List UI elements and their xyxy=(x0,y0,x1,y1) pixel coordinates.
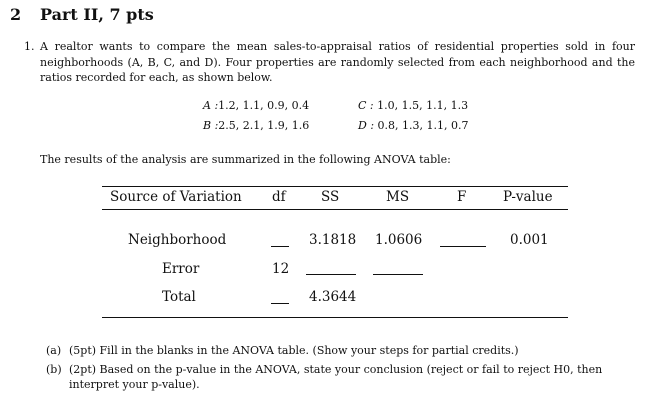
table-bottom-rule xyxy=(102,317,568,318)
section-title: Part II, 7 pts xyxy=(40,5,154,24)
ratio-a: A :1.2, 1.1, 0.9, 0.4 xyxy=(203,99,310,112)
ss-blank[interactable] xyxy=(306,274,356,275)
ratio-label: C xyxy=(358,99,367,112)
ratio-values: 1.2, 1.1, 0.9, 0.4 xyxy=(218,99,310,112)
f-blank[interactable] xyxy=(440,246,486,247)
table-header-rule xyxy=(102,209,568,210)
question-label-a: (a) xyxy=(46,344,62,357)
ratio-values: 2.5, 2.1, 1.9, 1.6 xyxy=(218,119,310,132)
header-df: df xyxy=(272,189,286,205)
table-top-rule xyxy=(102,186,568,187)
df-blank[interactable] xyxy=(271,246,289,247)
ratio-c: C : 1.0, 1.5, 1.1, 1.3 xyxy=(358,99,469,112)
header-ms: MS xyxy=(386,189,410,205)
source-cell: Total xyxy=(162,289,196,305)
question-label-b: (b) xyxy=(46,363,62,376)
ratio-label: A xyxy=(203,99,211,112)
header-p-value: P-value xyxy=(503,189,553,205)
section-number: 2 xyxy=(10,5,22,24)
ratio-label: B xyxy=(203,119,212,132)
problem-number: 1. xyxy=(24,40,35,53)
ratio-values: 0.8, 1.3, 1.1, 0.7 xyxy=(377,119,469,132)
source-cell: Neighborhood xyxy=(128,232,227,248)
p-value-cell: 0.001 xyxy=(510,232,549,248)
ratio-label: D xyxy=(358,119,367,132)
header-f: F xyxy=(457,189,467,205)
source-cell: Error xyxy=(162,261,200,277)
question-text-a: (5pt) Fill in the blanks in the ANOVA table. (Show your steps for partial credits.) xyxy=(69,344,519,357)
ratio-b: B :2.5, 2.1, 1.9, 1.6 xyxy=(203,119,310,132)
ratio-values: 1.0, 1.5, 1.1, 1.3 xyxy=(377,99,469,112)
header-source: Source of Variation xyxy=(110,189,242,205)
question-text-b: (2pt) Based on the p-value in the ANOVA, state your conclusion (reject or fail to reject H0, then interpret your p-value). xyxy=(69,363,603,391)
df-blank[interactable] xyxy=(271,303,289,304)
ms-blank[interactable] xyxy=(373,274,423,275)
ss-cell: 3.1818 xyxy=(309,232,357,248)
header-ss: SS xyxy=(321,189,340,205)
problem-text: A realtor wants to compare the mean sales-to-appraisal ratios of residential properties sold in four neighborhoods (A, B, C, and D). Four properties are randomly selected from each neighborhood and the ratios recorded for each, as shown below. xyxy=(40,40,635,84)
ss-cell: 4.3644 xyxy=(309,289,357,305)
results-intro: The results of the analysis are summarized in the following ANOVA table: xyxy=(40,153,451,166)
ms-cell: 1.0606 xyxy=(375,232,423,248)
ratio-d: D : 0.8, 1.3, 1.1, 0.7 xyxy=(358,119,469,132)
df-cell: 12 xyxy=(272,261,290,277)
